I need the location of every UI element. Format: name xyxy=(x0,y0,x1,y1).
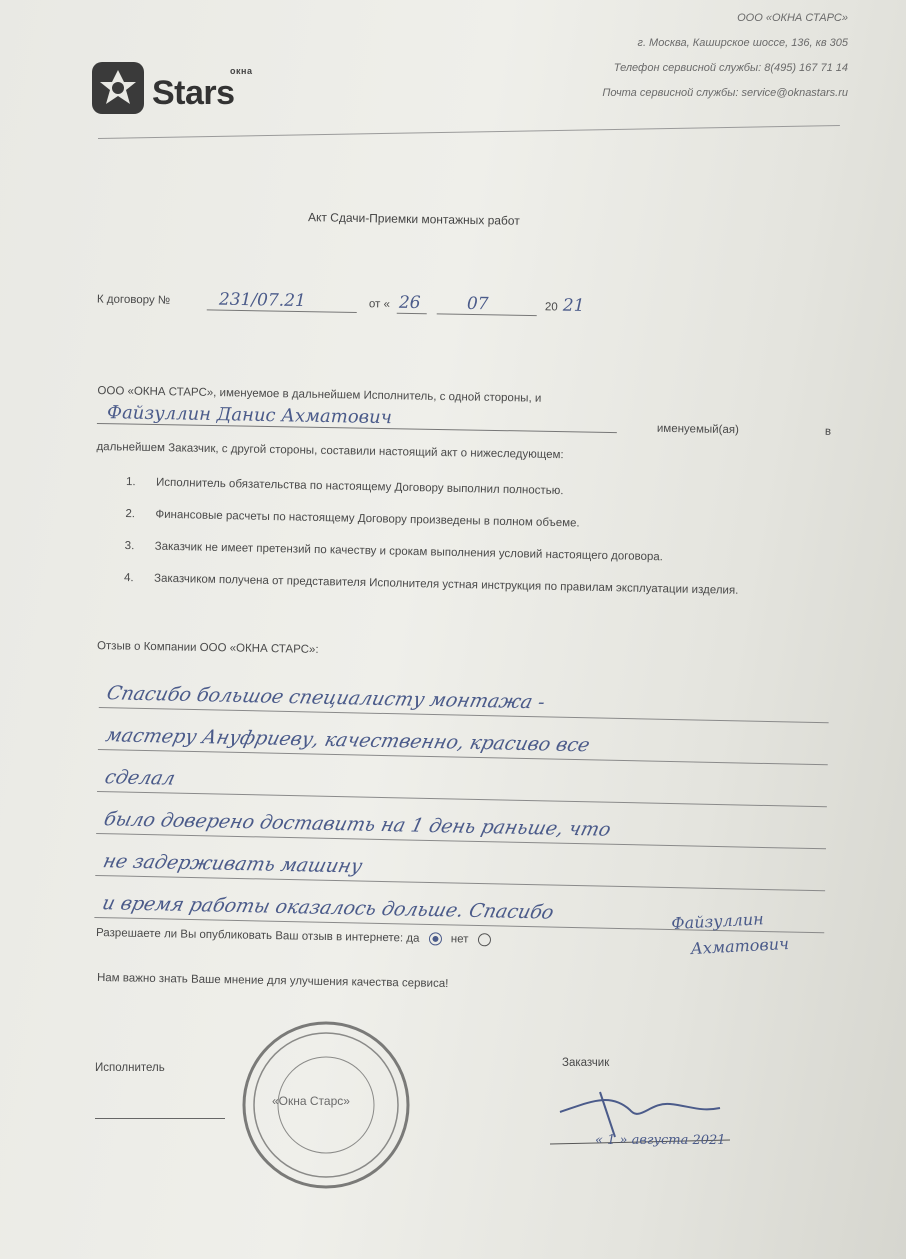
important-note: Нам важно знать Ваше мнение для улучшения качества сервиса! xyxy=(96,971,449,991)
publish-yes-radio[interactable] xyxy=(429,932,442,945)
publish-no-radio[interactable] xyxy=(478,933,491,946)
list-item: 1. Исполнитель обязательства по настоящему Договору выполнил полностью. xyxy=(125,476,564,498)
list-item: 2. Финансовые расчеты по настоящему Договору произведены в полном объеме. xyxy=(125,508,580,530)
feedback-line: и время работы оказалось дольше. Спасибо xyxy=(94,878,825,933)
feedback-label: Отзыв о Компании ООО «ОКНА СТАРС»: xyxy=(96,640,319,656)
customer-date: « 1 » августа 2021 xyxy=(595,1133,726,1148)
feedback-line: сделал xyxy=(97,752,828,807)
feedback-line: было доверено доставить на 1 день раньше, что xyxy=(96,794,827,849)
header-divider xyxy=(98,125,840,139)
clause-text: Заказчиком получена от представителя Исполнителя устная инструкция по правилам эксплуатации изделия. xyxy=(153,572,739,597)
logo-okna-text: окна xyxy=(230,66,253,76)
clause-text: Заказчик не имеет претензий по качеству и срокам выполнения условий настоящего договора. xyxy=(154,540,664,564)
clause-text: Финансовые расчеты по настоящему Договору произведены в полном объеме. xyxy=(155,508,580,530)
list-item: 4. Заказчиком получена от представителя Исполнителя устная инструкция по правилам эксплуатации изделия. xyxy=(123,571,739,597)
document-title: Акт Сдачи-Приемки монтажных работ xyxy=(307,210,520,228)
company-address: г. Москва, Каширское шоссе, 136, кв 305 xyxy=(637,37,848,49)
contract-day: 26 xyxy=(398,292,421,314)
company-email: Почта сервисной службы: service@oknastars.ru xyxy=(602,87,848,99)
company-info xyxy=(602,6,848,106)
contract-line xyxy=(96,289,617,316)
contract-number: 231/07.21 xyxy=(218,289,306,312)
publish-question xyxy=(96,927,497,947)
executor-label: Исполнитель xyxy=(95,1062,165,1074)
company-name: ООО «ОКНА СТАРС» xyxy=(737,12,848,24)
intro-paragraph xyxy=(96,377,839,474)
customer-signature-top: Файзуллин Ахматович xyxy=(670,909,790,959)
contract-year: 21 xyxy=(562,295,585,316)
contract-year-prefix: 20 xyxy=(544,301,558,314)
intro-named: именуемый(ая) xyxy=(656,422,739,437)
contract-from-label: от « xyxy=(368,298,391,311)
contract-label: К договору № xyxy=(96,293,171,307)
logo-brand-text: Stars xyxy=(152,74,235,112)
clauses-list xyxy=(124,470,837,613)
executor-signature-line xyxy=(95,1118,225,1119)
intro-party: ООО «ОКНА СТАРС», именуемое в дальнейшем Исполнитель, с одной стороны, и xyxy=(97,385,542,405)
feedback-line: Спасибо большое специалисту монтажа - xyxy=(99,668,830,723)
clause-text: Исполнитель обязательства по настоящему Договору выполнил полностью. xyxy=(155,476,564,498)
contract-month: 07 xyxy=(466,293,489,315)
customer-name: Файзуллин Данис Ахматович xyxy=(106,402,393,429)
intro-in: в xyxy=(824,425,832,438)
publish-question-text: Разрешаете ли Вы опубликовать Ваш отзыв в интернете: да xyxy=(95,927,420,945)
company-phone: Телефон сервисной службы: 8(495) 167 71 14 xyxy=(613,62,848,74)
feedback-line: не задерживать машину xyxy=(95,836,826,891)
customer-label: Заказчик xyxy=(562,1057,610,1069)
feedback-line: мастеру Ануфриеву, качественно, красиво все xyxy=(98,710,829,765)
logo-icon xyxy=(90,60,146,116)
publish-no-label: нет xyxy=(450,933,469,946)
intro-rest: дальнейшем Заказчик, с другой стороны, составили настоящий акт о нижеследующем: xyxy=(96,440,564,462)
list-item: 3. Заказчик не имеет претензий по качеству и срокам выполнения условий настоящего договора. xyxy=(124,539,664,564)
feedback-lines xyxy=(94,668,829,933)
stamp-text: «Окна Старс» xyxy=(272,1094,350,1108)
